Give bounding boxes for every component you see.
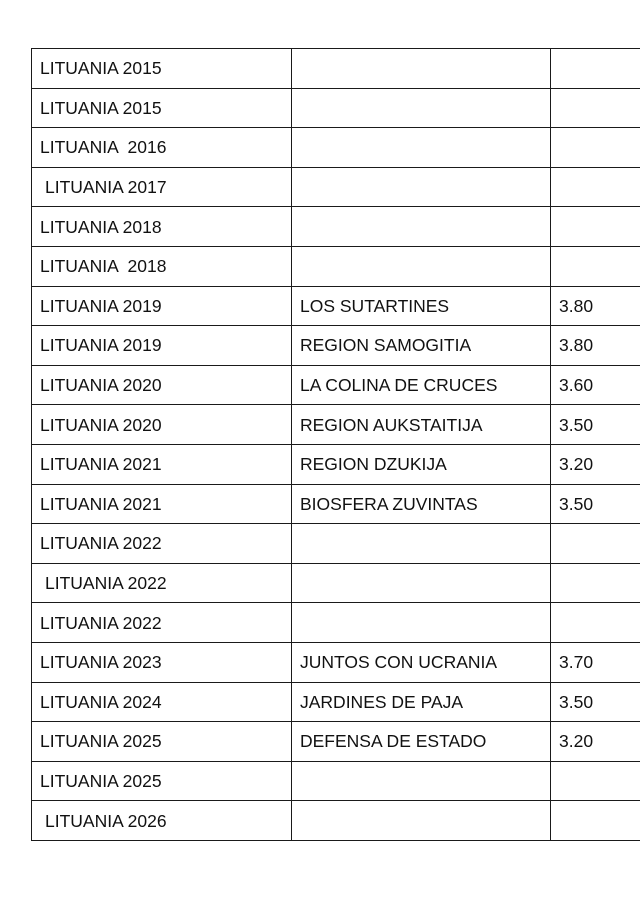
year-cell: LITUANIA 2019: [32, 286, 292, 326]
table-row: [32, 642, 640, 682]
value-cell: 3.60: [551, 365, 640, 405]
year-cell: LITUANIA 2022: [32, 603, 292, 643]
title-cell: REGION AUKSTAITIJA: [292, 405, 551, 445]
table-row: [32, 405, 640, 445]
table-row: [32, 524, 640, 564]
year-cell: LITUANIA 2021: [32, 484, 292, 524]
table-row: [32, 484, 640, 524]
title-cell: LOS SUTARTINES: [292, 286, 551, 326]
value-cell: [551, 563, 640, 603]
table-row: [32, 286, 640, 326]
table-row: [32, 365, 640, 405]
title-cell: JUNTOS CON UCRANIA: [292, 642, 551, 682]
table-row: [32, 49, 640, 89]
table-row: [32, 207, 640, 247]
value-cell: 3.50: [551, 405, 640, 445]
table-row: [32, 326, 640, 366]
value-cell: [551, 801, 640, 841]
table-row: [32, 128, 640, 168]
value-cell: [551, 207, 640, 247]
table-row: [32, 167, 640, 207]
title-cell: [292, 246, 551, 286]
value-cell: [551, 88, 640, 128]
value-cell: [551, 524, 640, 564]
year-cell: LITUANIA 2016: [32, 128, 292, 168]
title-cell: [292, 207, 551, 247]
value-cell: [551, 761, 640, 801]
table-row: [32, 801, 640, 841]
title-cell: LA COLINA DE CRUCES: [292, 365, 551, 405]
title-cell: [292, 128, 551, 168]
year-cell: LITUANIA 2024: [32, 682, 292, 722]
year-cell: LITUANIA 2022: [32, 563, 292, 603]
table-body: [32, 49, 640, 841]
title-cell: [292, 167, 551, 207]
value-cell: 3.50: [551, 682, 640, 722]
title-cell: REGION SAMOGITIA: [292, 326, 551, 366]
value-cell: [551, 246, 640, 286]
table-row: [32, 246, 640, 286]
year-cell: LITUANIA 2015: [32, 49, 292, 89]
title-cell: JARDINES DE PAJA: [292, 682, 551, 722]
year-cell: LITUANIA 2023: [32, 642, 292, 682]
title-cell: DEFENSA DE ESTADO: [292, 722, 551, 762]
year-cell: LITUANIA 2019: [32, 326, 292, 366]
year-cell: LITUANIA 2025: [32, 761, 292, 801]
value-cell: 3.20: [551, 722, 640, 762]
year-cell: LITUANIA 2020: [32, 365, 292, 405]
table-row: [32, 722, 640, 762]
value-cell: [551, 167, 640, 207]
title-cell: [292, 88, 551, 128]
value-cell: 3.50: [551, 484, 640, 524]
table-row: [32, 761, 640, 801]
year-cell: LITUANIA 2026: [32, 801, 292, 841]
year-cell: LITUANIA 2018: [32, 246, 292, 286]
value-cell: 3.80: [551, 326, 640, 366]
title-cell: [292, 761, 551, 801]
value-cell: 3.20: [551, 444, 640, 484]
value-cell: [551, 49, 640, 89]
year-cell: LITUANIA 2021: [32, 444, 292, 484]
stamp-issues-table: [31, 48, 640, 841]
year-cell: LITUANIA 2017: [32, 167, 292, 207]
title-cell: [292, 563, 551, 603]
year-cell: LITUANIA 2022: [32, 524, 292, 564]
title-cell: REGION DZUKIJA: [292, 444, 551, 484]
title-cell: BIOSFERA ZUVINTAS: [292, 484, 551, 524]
year-cell: LITUANIA 2015: [32, 88, 292, 128]
table-row: [32, 444, 640, 484]
table-row: [32, 603, 640, 643]
table-row: [32, 88, 640, 128]
value-cell: 3.70: [551, 642, 640, 682]
title-cell: [292, 603, 551, 643]
table-row: [32, 682, 640, 722]
year-cell: LITUANIA 2018: [32, 207, 292, 247]
table-row: [32, 563, 640, 603]
year-cell: LITUANIA 2020: [32, 405, 292, 445]
title-cell: [292, 49, 551, 89]
value-cell: [551, 128, 640, 168]
title-cell: [292, 524, 551, 564]
value-cell: 3.80: [551, 286, 640, 326]
value-cell: [551, 603, 640, 643]
year-cell: LITUANIA 2025: [32, 722, 292, 762]
title-cell: [292, 801, 551, 841]
